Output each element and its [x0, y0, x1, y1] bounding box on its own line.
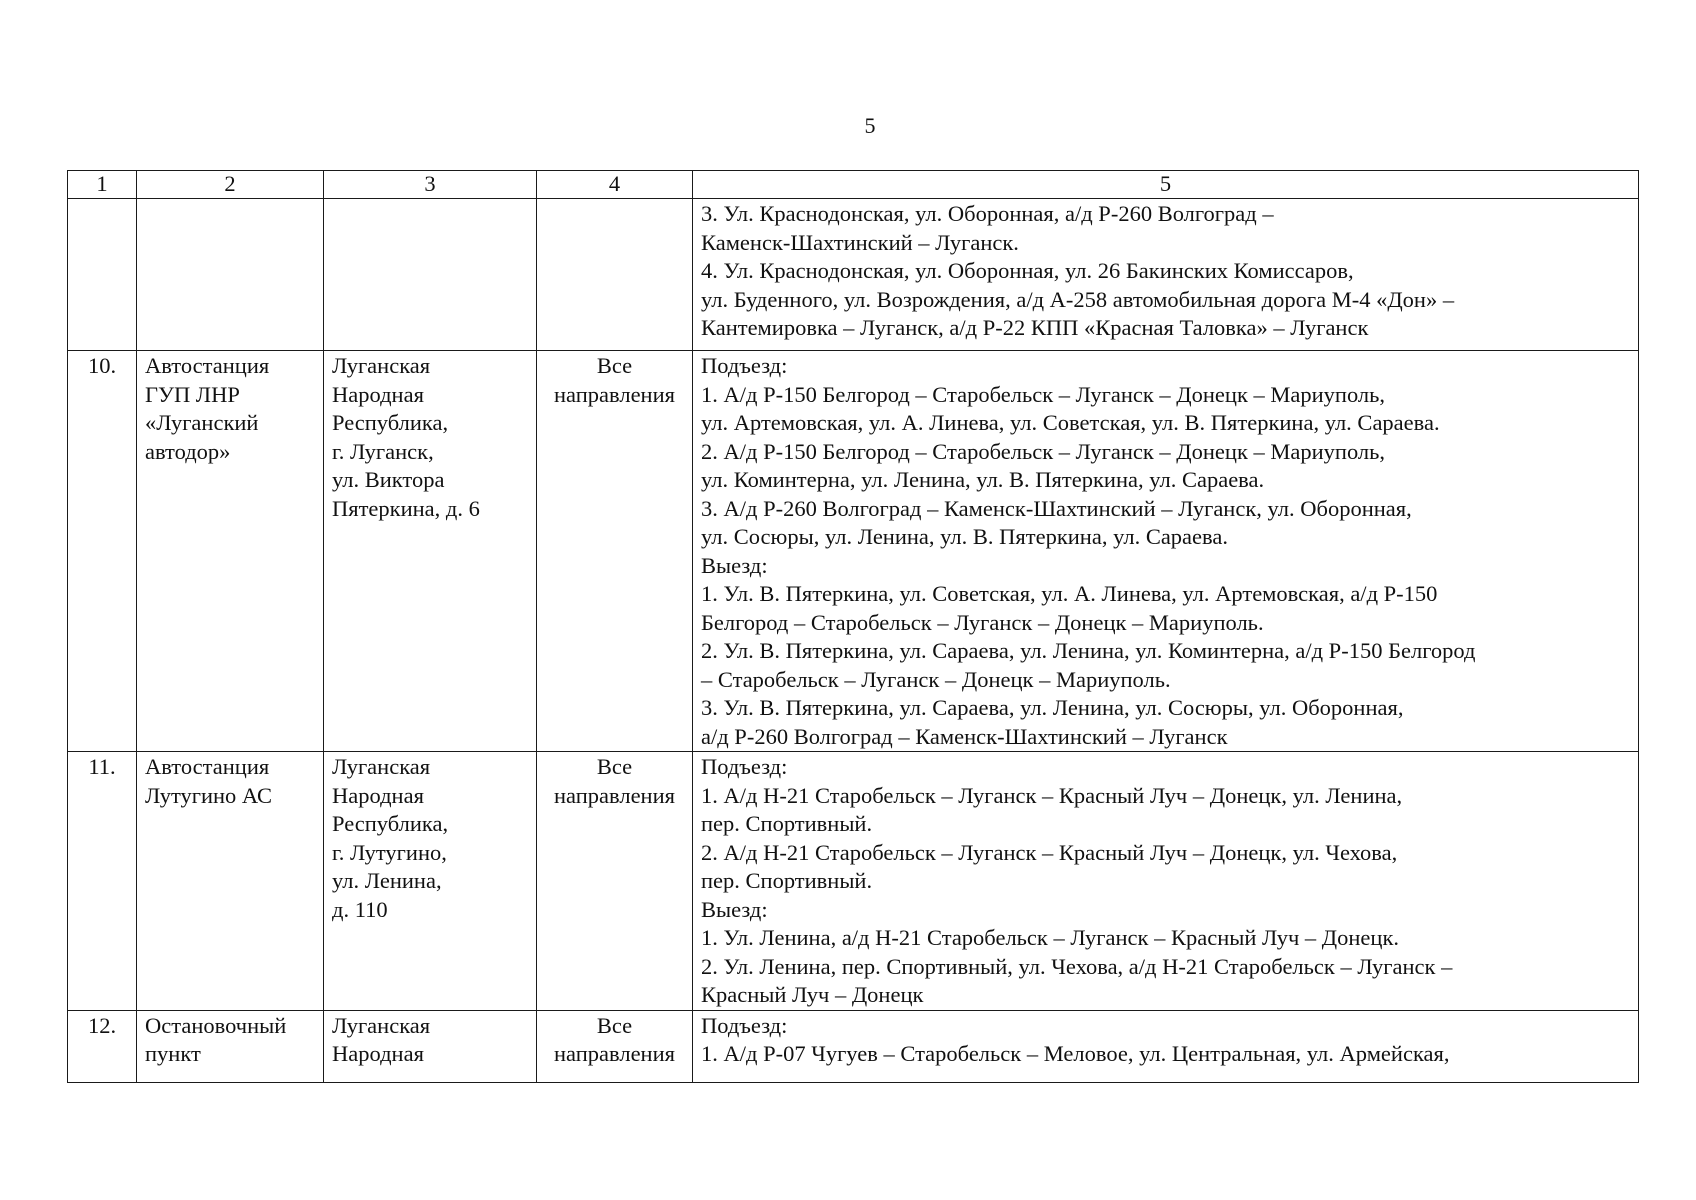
table-row-12	[68, 1010, 1639, 1082]
directions-cell: Все направления	[537, 351, 693, 752]
address-cell: Луганская Народная	[324, 1010, 537, 1082]
address-cell: Луганская Народная Республика, г. Луганск, ул. Виктора Пятеркина, д. 6	[324, 351, 537, 752]
header-row	[68, 171, 1639, 199]
routes-cell: Подъезд: 1. А/д Р-07 Чугуев – Старобельск – Меловое, ул. Центральная, ул. Армейская,	[693, 1010, 1639, 1082]
directions-cell: Все направления	[537, 752, 693, 1011]
header-col-4: 4	[537, 171, 693, 199]
routes-cell: Подъезд: 1. А/д Н-21 Старобельск – Луганск – Красный Луч – Донецк, ул. Ленина, пер. Спортивный. 2. А/д Н-21 Старобельск – Луганск – Красный Луч – Донецк, ул. Чехова, пер. Спортивный. Выезд: 1. Ул. Ленина, а/д Н-21 Старобельск – Луганск – Красный Луч – Донецк. 2. Ул. Ленина, пер. Спортивный, ул. Чехова, а/д Н-21 Старобельск – Луганск – Красный Луч – Донецк	[693, 752, 1639, 1011]
station-name-cell: Автостанция ГУП ЛНР «Луганский автодор»	[137, 351, 324, 752]
directions-cell: Все направления	[537, 1010, 693, 1082]
row-number-cell: 11.	[68, 752, 137, 1011]
header-col-2: 2	[137, 171, 324, 199]
station-name-cell: Остановочный пункт	[137, 1010, 324, 1082]
address-cell	[324, 199, 537, 351]
bus-stations-table	[67, 170, 1639, 1083]
header-col-5: 5	[693, 171, 1639, 199]
table-row-10	[68, 351, 1639, 752]
table-row-continuation	[68, 199, 1639, 351]
header-col-1: 1	[68, 171, 137, 199]
page-number: 5	[864, 113, 876, 138]
station-name-cell: Автостанция Лутугино АС	[137, 752, 324, 1011]
row-number-cell: 10.	[68, 351, 137, 752]
station-name-cell	[137, 199, 324, 351]
row-number-cell	[68, 199, 137, 351]
table-row-11	[68, 752, 1639, 1011]
directions-cell	[537, 199, 693, 351]
header-col-3: 3	[324, 171, 537, 199]
routes-cell: Подъезд: 1. А/д Р-150 Белгород – Старобельск – Луганск – Донецк – Мариуполь, ул. Артемовская, ул. А. Линева, ул. Советская, ул. В. Пятеркина, ул. Сараева. 2. А/д Р-150 Белгород – Старобельск – Луганск – Донецк – Мариуполь, ул. Коминтерна, ул. Ленина, ул. В. Пятеркина, ул. Сараева. 3. А/д Р-260 Волгоград – Каменск-Шахтинский – Луганск, ул. Оборонная, ул. Сосюры, ул. Ленина, ул. В. Пятеркина, ул. Сараева. Выезд: 1. Ул. В. Пятеркина, ул. Советская, ул. А. Линева, ул. Артемовская, а/д Р-150 Белгород – Старобельск – Луганск – Донецк – Мариуполь. 2. Ул. В. Пятеркина, ул. Сараева, ул. Ленина, ул. Коминтерна, а/д Р-150 Белгород – Старобельск – Луганск – Донецк – Мариуполь. 3. Ул. В. Пятеркина, ул. Сараева, ул. Ленина, ул. Сосюры, ул. Оборонная, а/д Р-260 Волгоград – Каменск-Шахтинский – Луганск	[693, 351, 1639, 752]
row-number-cell: 12.	[68, 1010, 137, 1082]
address-cell: Луганская Народная Республика, г. Лутугино, ул. Ленина, д. 110	[324, 752, 537, 1011]
routes-cell: 3. Ул. Краснодонская, ул. Оборонная, а/д Р-260 Волгоград – Каменск-Шахтинский – Луганск. 4. Ул. Краснодонская, ул. Оборонная, ул. 26 Бакинских Комиссаров, ул. Буденного, ул. Возрождения, а/д А-258 автомобильная дорога М-4 «Дон» – Кантемировка – Луганск, а/д Р-22 КПП «Красная Таловка» – Луганск	[693, 199, 1639, 351]
